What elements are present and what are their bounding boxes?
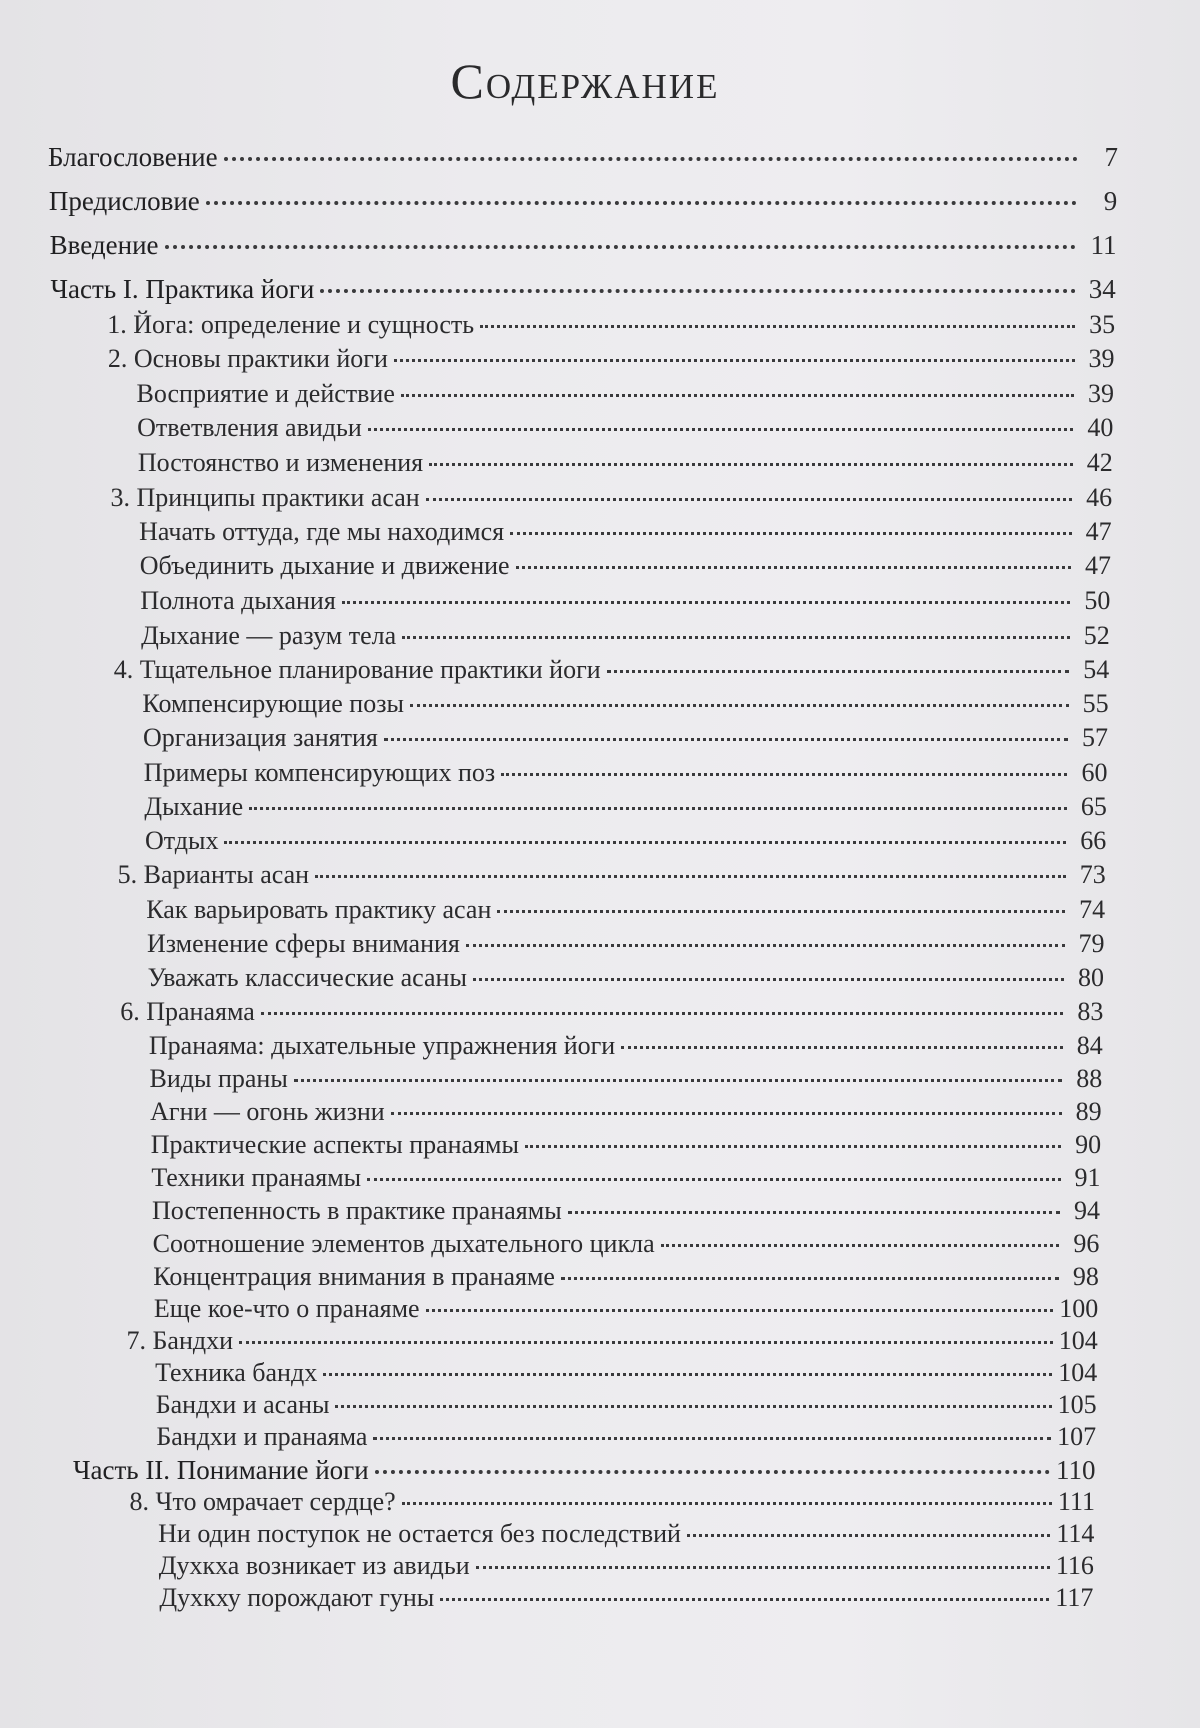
dot-leader: [525, 1145, 1061, 1148]
toc-subsection-row: [153, 1229, 1100, 1259]
dot-leader: [401, 394, 1074, 397]
toc-page-number: 9: [1103, 186, 1118, 216]
page-title: Содержание: [450, 53, 720, 109]
toc-entry-label: Практические аспекты пранаямы: [150, 1130, 519, 1159]
toc-subsection-row: [141, 621, 1110, 651]
toc-chapter-row: [126, 1326, 1097, 1356]
toc-page-number: 100: [1059, 1294, 1099, 1323]
dot-leader: [206, 201, 1077, 205]
toc-page-number: 39: [1088, 344, 1115, 373]
toc-subsection-row: [153, 1262, 1099, 1292]
toc-page-number: 66: [1080, 826, 1107, 855]
toc-subsection-row: [154, 1294, 1098, 1324]
dot-leader: [384, 738, 1068, 741]
toc-chapter-row: [120, 997, 1103, 1027]
toc-entry-label: Бандхи и пранаяма: [156, 1422, 368, 1451]
toc-chapter-row: [130, 1487, 1095, 1517]
toc-entry-label: Часть II. Понимание йоги: [72, 1455, 369, 1485]
dot-leader: [476, 1566, 1050, 1569]
toc-entry-label: Благословение: [48, 142, 218, 172]
dot-leader: [368, 428, 1074, 431]
toc-section-row: [48, 142, 1118, 172]
dot-leader: [480, 325, 1075, 328]
toc-entry-label: Техника бандх: [155, 1358, 318, 1387]
toc-entry-label: 6. Пранаяма: [120, 997, 255, 1026]
dot-leader: [239, 1341, 1053, 1344]
toc-page-number: 116: [1055, 1551, 1094, 1580]
dot-leader: [429, 463, 1073, 466]
toc-chapter-row: [118, 860, 1106, 890]
toc-page-number: 46: [1086, 483, 1113, 512]
dot-leader: [440, 1598, 1049, 1601]
toc-entry-label: Ответвления авидьи: [137, 413, 362, 442]
toc-entry-label: Полнота дыхания: [140, 586, 336, 615]
dot-leader: [466, 944, 1065, 947]
toc-subsection-row: [152, 1196, 1100, 1226]
dot-leader: [426, 498, 1072, 501]
toc-subsection-row: [148, 963, 1104, 993]
toc-page-number: 35: [1089, 310, 1116, 339]
toc-entry-label: Компенсирующие позы: [142, 689, 404, 718]
toc-entry-label: Восприятие и действие: [136, 379, 395, 408]
toc-page-number: 52: [1083, 621, 1110, 650]
dot-leader: [391, 1112, 1062, 1115]
toc-page-number: 89: [1075, 1097, 1102, 1126]
toc-page-number: 54: [1083, 655, 1110, 684]
toc-entry-label: Еще кое-что о пранаяме: [153, 1294, 420, 1323]
toc-subsection-row: [159, 1583, 1093, 1613]
toc-entry-label: Примеры компенсирующих поз: [143, 758, 496, 787]
toc-entry-label: 5. Варианты асан: [117, 860, 310, 889]
toc-subsection-row: [159, 1551, 1094, 1581]
dot-leader: [323, 1373, 1052, 1376]
toc-page-number: 65: [1080, 792, 1107, 821]
toc-section-row: [51, 274, 1116, 304]
toc-page-number: 105: [1057, 1390, 1097, 1419]
toc-entry-label: 8. Что омрачает сердце?: [129, 1487, 396, 1516]
toc-page-number: 94: [1073, 1196, 1100, 1225]
toc-page-number: 88: [1076, 1064, 1103, 1093]
toc-chapter-row: [110, 483, 1112, 513]
toc-subsection-row: [145, 826, 1106, 856]
toc-page-number: 55: [1082, 689, 1109, 718]
toc-entry-label: 2. Основы практики йоги: [107, 344, 388, 373]
dot-leader: [426, 1309, 1054, 1312]
toc-entry-label: Духкху порождают гуны: [159, 1583, 435, 1612]
dot-leader: [473, 978, 1064, 981]
dot-leader: [373, 1437, 1051, 1440]
toc-subsection-row: [155, 1358, 1097, 1388]
toc-subsection-row: [137, 413, 1113, 443]
toc-section-row: [50, 230, 1117, 260]
toc-entry-label: Отдых: [144, 826, 219, 855]
dot-leader: [402, 636, 1070, 639]
dot-leader: [261, 1012, 1064, 1015]
toc-entry-label: Виды праны: [149, 1064, 288, 1093]
toc-chapter-row: [107, 310, 1115, 340]
toc-page-number: 57: [1082, 723, 1109, 752]
toc-subsection-row: [150, 1064, 1103, 1094]
toc-page-number: 83: [1077, 997, 1104, 1026]
toc-entry-label: Введение: [49, 230, 159, 260]
dot-leader: [501, 773, 1067, 776]
dot-leader: [497, 910, 1065, 913]
dot-leader: [294, 1079, 1062, 1082]
toc-entry-label: Ни один поступок не остается без последствий: [158, 1519, 681, 1548]
toc-page-number: 47: [1085, 551, 1111, 580]
toc-page-number: 34: [1088, 274, 1116, 304]
dot-leader: [320, 289, 1075, 293]
dot-leader: [568, 1211, 1060, 1214]
dot-leader: [224, 157, 1078, 161]
toc-section-row: [73, 1455, 1096, 1485]
dot-leader: [335, 1405, 1051, 1408]
toc-entry-label: Агни — огонь жизни: [150, 1097, 385, 1126]
toc-page-number: 42: [1086, 448, 1113, 477]
toc-entry-label: Пранаяма: дыхательные упражнения йоги: [148, 1031, 616, 1060]
toc-entry-label: Изменение сферы внимания: [146, 929, 460, 958]
dot-leader: [165, 245, 1077, 249]
toc-page-number: 98: [1072, 1262, 1099, 1291]
dot-leader: [394, 359, 1075, 362]
toc-subsection-row: [140, 551, 1111, 581]
toc-page-number: 90: [1075, 1130, 1102, 1159]
toc-page-number: 50: [1084, 586, 1111, 615]
dot-leader: [561, 1277, 1059, 1280]
dot-leader: [367, 1178, 1060, 1181]
toc-entry-label: Духкха возникает из авидьи: [158, 1551, 470, 1580]
toc-subsection-row: [137, 379, 1114, 409]
toc-subsection-row: [156, 1422, 1096, 1452]
toc-entry-label: Как варьировать практику асан: [146, 895, 492, 924]
toc-chapter-row: [114, 655, 1109, 685]
toc-subsection-row: [149, 1031, 1103, 1061]
toc-page-number: 84: [1076, 1031, 1103, 1060]
toc-page-number: 104: [1058, 1358, 1098, 1387]
toc-page-number: 107: [1057, 1422, 1097, 1451]
dot-leader: [375, 1470, 1050, 1474]
toc-entry-label: Объединить дыхание и движение: [139, 551, 510, 580]
toc-page-number: 47: [1085, 517, 1112, 546]
toc-subsection-row: [151, 1163, 1100, 1193]
toc-entry-label: 1. Йога: определение и сущность: [107, 310, 475, 339]
toc-entry-label: 7. Бандхи: [126, 1326, 234, 1355]
toc-subsection-row: [140, 586, 1110, 616]
toc-section-row: [49, 186, 1117, 216]
dot-leader: [249, 807, 1067, 810]
toc-entry-label: Уважать классические асаны: [147, 963, 467, 992]
toc-entry-label: Часть I. Практика йоги: [50, 274, 315, 304]
toc-subsection-row: [142, 689, 1108, 719]
toc-subsection-row: [144, 758, 1108, 788]
toc-entry-label: Предисловие: [48, 186, 200, 216]
toc-page-number: 7: [1104, 142, 1118, 172]
toc-subsection-row: [158, 1519, 1094, 1549]
toc-entry-label: Начать оттуда, где мы находимся: [139, 517, 505, 546]
dot-leader: [621, 1046, 1063, 1049]
toc-entry-label: Бандхи и асаны: [155, 1390, 330, 1419]
dot-leader: [410, 704, 1069, 707]
toc-page-number: 91: [1074, 1163, 1101, 1192]
toc-page-number: 104: [1058, 1326, 1098, 1355]
dot-leader: [687, 1534, 1050, 1537]
toc-page-number: 40: [1087, 413, 1114, 442]
toc-entry-label: Постепенность в практике пранаямы: [152, 1196, 562, 1225]
toc-page-number: 117: [1055, 1583, 1094, 1612]
toc-subsection-row: [139, 517, 1111, 547]
toc-entry-label: Дыхание: [144, 792, 244, 821]
toc-page-number: 39: [1087, 379, 1114, 408]
toc-subsection-row: [143, 723, 1108, 753]
toc-page-number: 80: [1077, 963, 1104, 992]
toc-page-number: 60: [1081, 758, 1108, 787]
toc-chapter-row: [108, 344, 1115, 374]
toc-entry-label: 3. Принципы практики асан: [110, 483, 420, 512]
toc-page-number: 110: [1056, 1455, 1096, 1485]
toc-entry-label: Соотношение элементов дыхательного цикла: [152, 1229, 655, 1258]
toc-subsection-row: [151, 1130, 1101, 1160]
dot-leader: [510, 532, 1071, 535]
toc-subsection-row: [156, 1390, 1097, 1420]
dot-leader: [402, 1502, 1052, 1505]
toc-entry-label: 4. Тщательное планирование практики йоги: [113, 655, 601, 684]
dot-leader: [315, 875, 1066, 878]
dot-leader: [607, 670, 1070, 673]
toc-page-number: 11: [1090, 230, 1117, 260]
toc-page-number: 74: [1079, 895, 1106, 924]
toc-subsection-row: [150, 1097, 1102, 1127]
toc-page-number: 73: [1079, 860, 1106, 889]
dot-leader: [342, 601, 1071, 604]
toc-subsection-row: [146, 895, 1105, 925]
toc-page-number: 96: [1073, 1229, 1100, 1258]
toc-subsection-row: [144, 792, 1107, 822]
toc-page-number: 114: [1056, 1519, 1095, 1548]
toc-entry-label: Концентрация внимания в пранаяме: [153, 1262, 555, 1291]
toc-subsection-row: [147, 929, 1105, 959]
toc-page-number: 111: [1057, 1487, 1095, 1516]
toc-entry-label: Дыхание — разум тела: [141, 621, 397, 650]
toc-entry-label: Постоянство и изменения: [137, 448, 424, 477]
toc-subsection-row: [138, 448, 1113, 478]
toc-page-number: 79: [1078, 929, 1105, 958]
toc-entry-label: Организация занятия: [143, 723, 378, 752]
dot-leader: [661, 1244, 1060, 1247]
toc-entry-label: Техники пранаямы: [151, 1163, 362, 1192]
dot-leader: [224, 841, 1066, 844]
dot-leader: [516, 566, 1071, 569]
